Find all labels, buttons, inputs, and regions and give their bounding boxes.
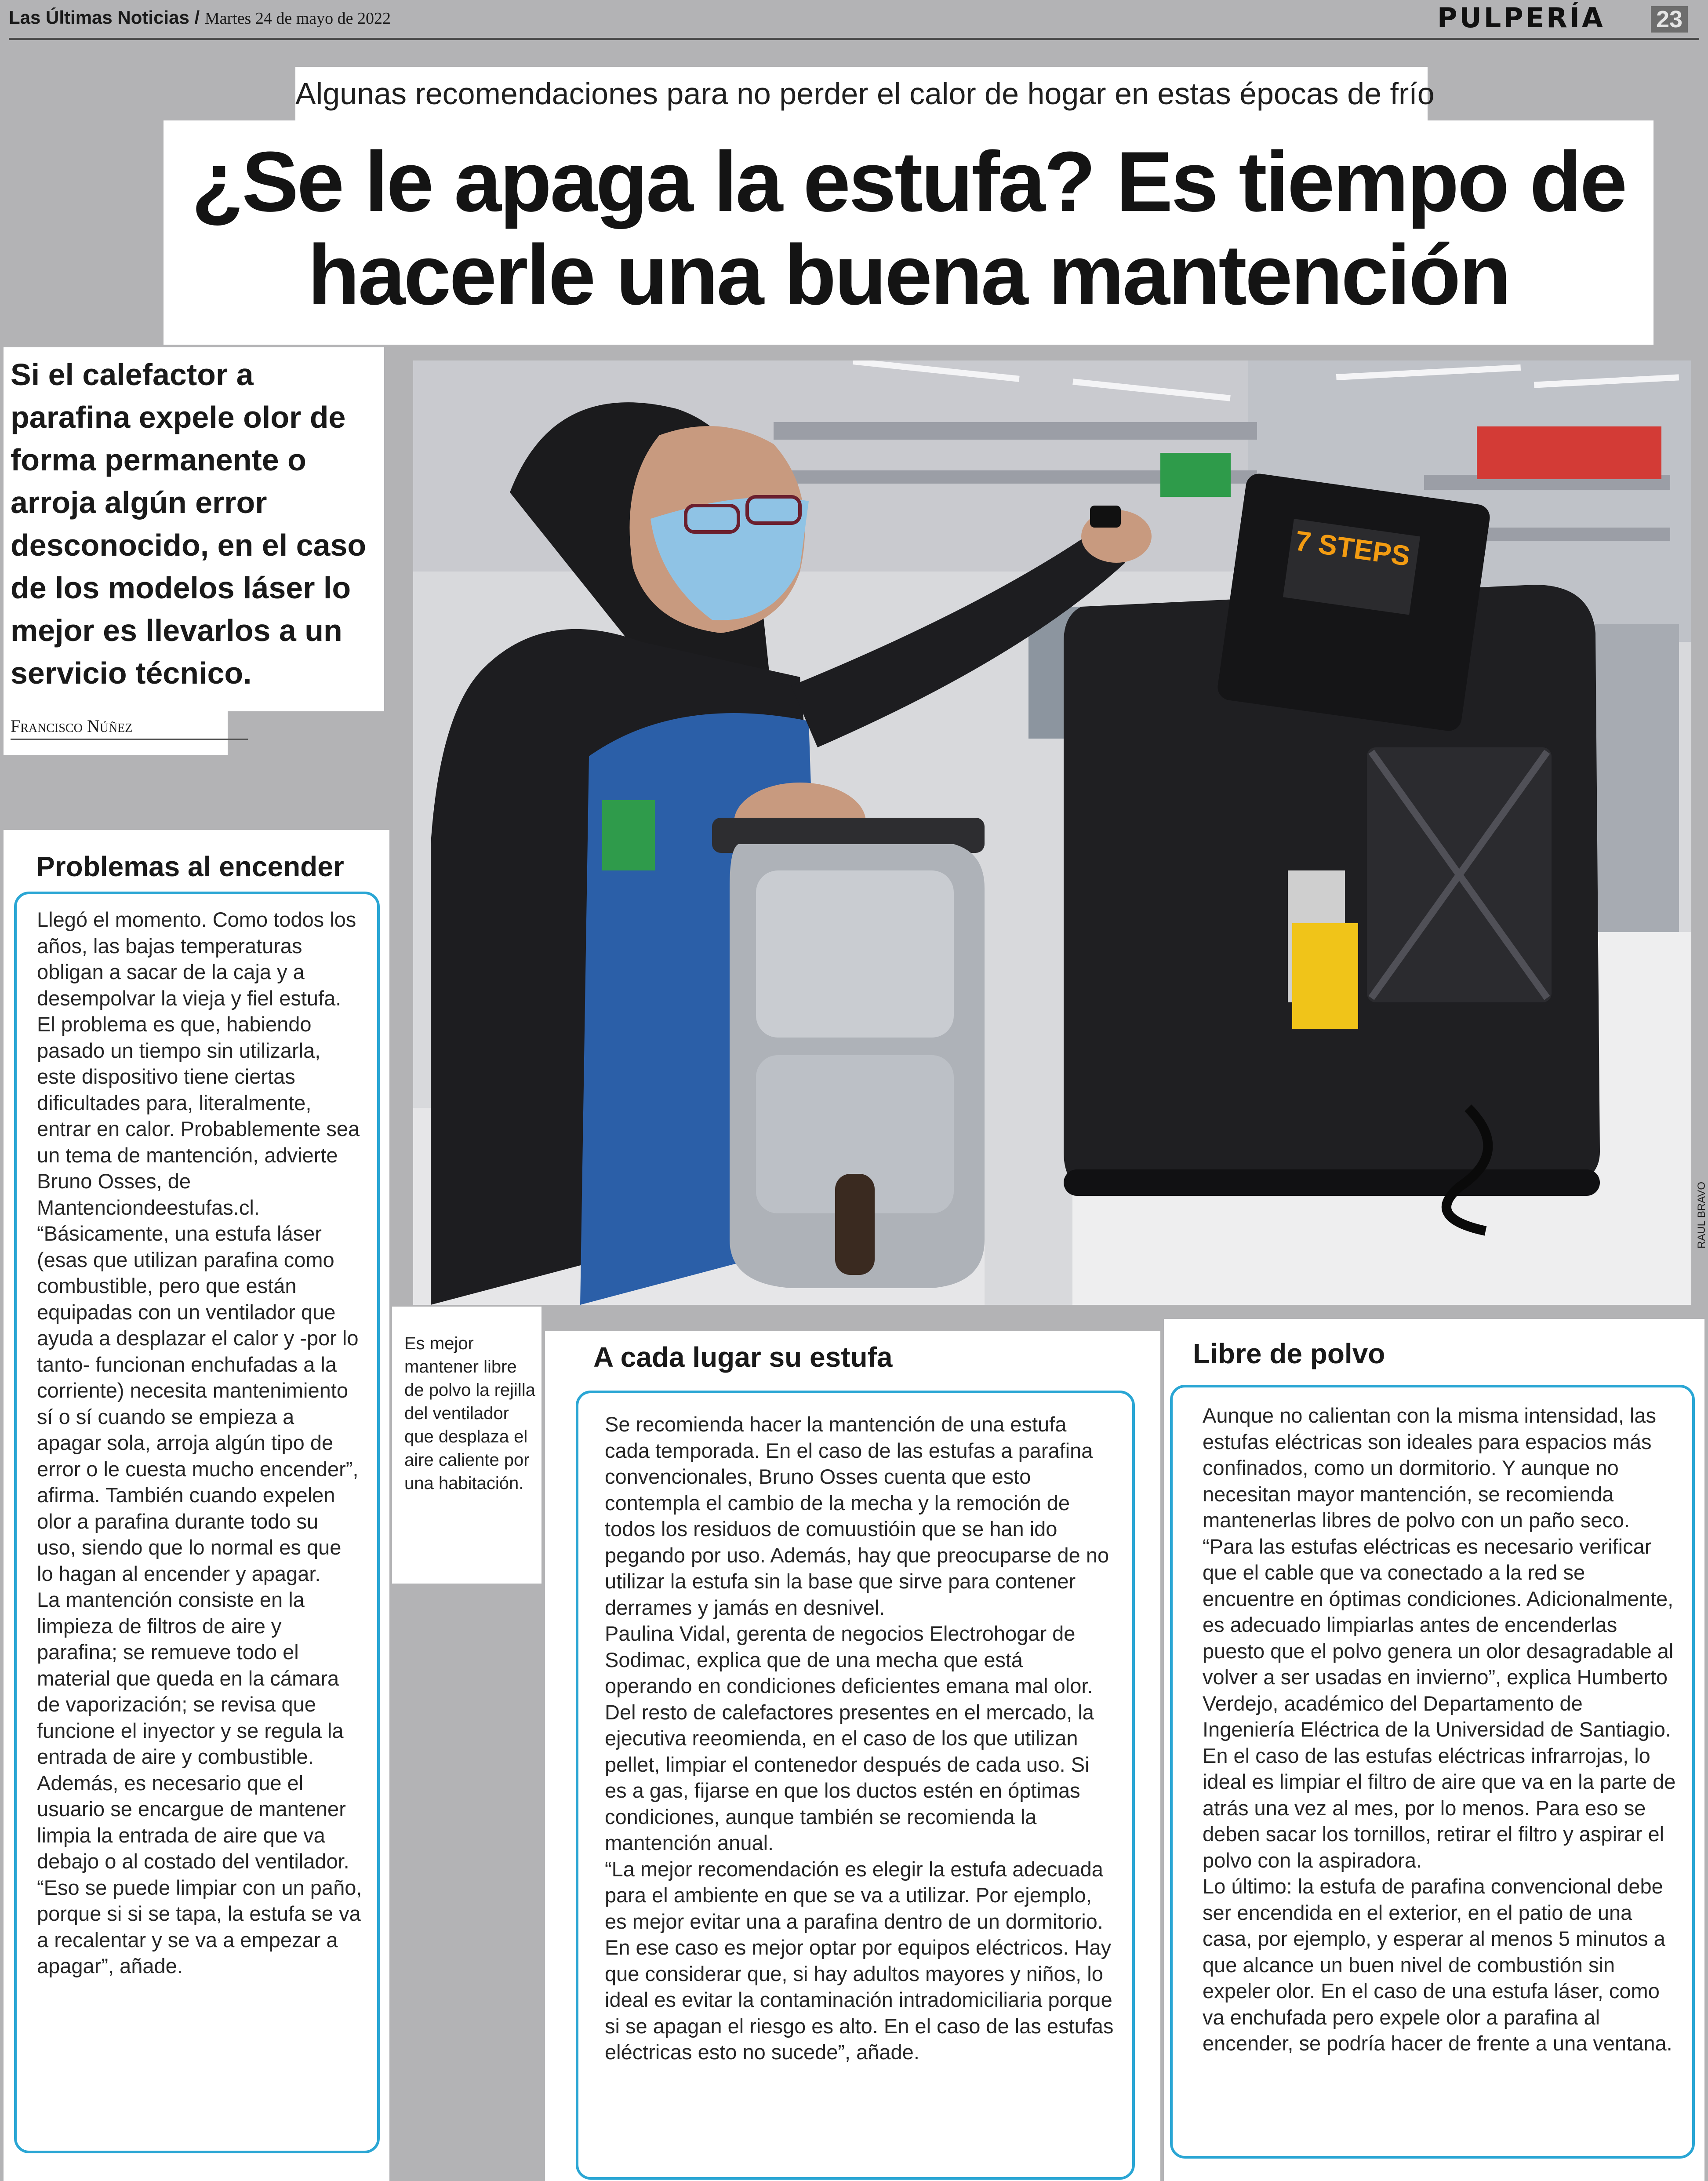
lead-paragraph: Si el calefactor a parafina expele olor de forma permanente o arroja algún error desconocido, en el caso de los modelos láser lo mejor es llevarlos a un servicio técnico.	[11, 357, 367, 690]
paragraph: “Para las estufas eléctricas es necesario verificar que el cable que va conectado a la red se encuentre en óptimas condiciones. Adicionalmente, es adecuado limpiarlas antes de encenderlas puesto que el polvo genera un olor desagradable al volver a ser usadas en invierno”, explica Humberto Verdejo, académico del Departamento de Ingeniería Eléctrica de la Universidad de Santiagio.	[1203, 1534, 1674, 1741]
paragraph: Lo último: la estufa de parafina convencional debe ser encendida en el exterior, en el patio de una casa, por ejemplo, y esperar al menos 5 minutos a que alcance un buen nivel de combustión sin expeler olor. En el caso de una estufa láser, como va enchufada pero expele olor a parafina al encender, se podría hacer de frente a una ventana.	[1203, 1875, 1672, 2055]
paper-name: Las Últimas Noticias /	[9, 7, 200, 28]
article-photo	[413, 360, 1691, 1305]
column-body	[1203, 1402, 1677, 2057]
headline: ¿Se le apaga la estufa? Es tiempo de hacerle una buena mantención	[191, 134, 1626, 323]
photo-credit: RAUL BRAVO	[1696, 1181, 1708, 1249]
column-body	[37, 907, 362, 1979]
byline: Francisco Núñez	[11, 716, 133, 736]
paragraph: Paulina Vidal, gerenta de negocios Electrohogar de Sodimac, explica que de una mecha que está operando en condiciones deficientes emana mal olor. Del resto de calefactores presentes en el mercado, la ejecutiva reeomienda, en el caso de los que utilizan pellet, limpiar el contenedor después de cada uso. Si es a gas, fijarse en que los ductos estén en óptimas condiciones, aunque también se recomienda la mantención anual.	[605, 1622, 1094, 1854]
column-a-cada-lugar	[545, 1331, 1160, 2181]
paragraph: Llegó el momento. Como todos los años, las bajas temperaturas obligan a sacar de la caja y a desempolvar la vieja y fiel estufa. El problema es que, habiendo pasado un tiempo sin utilizarla, este dispositivo tiene ciertas dificultades para, literalmente, entrar en calor. Probablemente sea un tema de mantención, advierte Bruno Osses, de Mantenciondeestufas.cl.	[37, 908, 360, 1219]
paragraph: “La mejor recomendación es elegir la estufa adecuada para el ambiente en que se va a utilizar. Por ejemplo, es mejor evitar una a parafina dentro de un dormitorio. En ese caso es mejor optar por equipos eléctricos. Hay que considerar que, si hay adultos mayores y niños, lo ideal es evitar la contaminación intradomiciliaria porque si se apagan el riesgo es alto. En el caso de las estufas eléctricas esto no sucede”, añade.	[605, 1857, 1114, 2064]
photo-caption-box	[392, 1307, 541, 1584]
issue-date: Martes 24 de mayo de 2022	[204, 9, 391, 28]
column-problemas	[4, 830, 389, 2181]
byline-box	[4, 703, 228, 755]
kicker: Algunas recomendaciones para no perder el calor de hogar en estas épocas de frío	[295, 67, 1428, 120]
photo-illustration	[413, 360, 1691, 1305]
column-title: A cada lugar su estufa	[593, 1341, 893, 1373]
byline-rule	[11, 739, 248, 740]
column-body	[605, 1411, 1115, 2065]
headline-box	[164, 120, 1653, 345]
paragraph: “Básicamente, una estufa láser (esas que utilizan parafina como combustible, pero que están equipadas con un ventilador que ayuda a desplazar el calor y -por lo tanto- funcionan enchufadas a la corriente) necesita mantenimiento sí o sí cuando se empieza a apagar sola, arroja algún tipo de error o le cuesta mucho encender”, afirma. También cuando expelen olor a parafina durante todo su uso, siendo que lo normal es que lo hagan al encender y apagar.	[37, 1222, 359, 1585]
page-number: 23	[1651, 6, 1688, 33]
section-name: PULPERÍA	[1437, 2, 1605, 34]
masthead-rule	[9, 38, 1699, 40]
paragraph: Se recomienda hacer la mantención de una estufa cada temporada. En el caso de las estufas a parafina convencionales, Bruno Osses cuenta que esto contempla el cambio de la mecha y la remoción de todos los residuos de comuustióin que se han ido pegando por uso. Además, hay que preocuparse de no utilizar la estufa sin la base que sirve para contener derrames y jamás en desnivel.	[605, 1413, 1109, 1619]
photo-caption: Es mejor mantener libre de polvo la rejilla del ventilador que desplaza el aire caliente por una habitación.	[404, 1334, 535, 1493]
masthead-paper-date	[9, 7, 391, 28]
column-title: Libre de polvo	[1193, 1338, 1385, 1369]
lead-box	[4, 347, 384, 711]
column-libre-de-polvo	[1164, 1319, 1704, 2181]
paragraph: Aunque no calientan con la misma intensidad, las estufas eléctricas son ideales para espacios más confinados, como un dormitorio. Y aunque no necesitan mayor mantención, se recomienda mantenerlas libres de polvo con un paño seco.	[1203, 1404, 1657, 1532]
paragraph: En el caso de las estufas eléctricas infrarrojas, lo ideal es limpiar el filtro de aire que va en la parte de atrás una vez al mes, por lo menos. Para eso se deben sacar los tornillos, retirar el filtro y aspirar el polvo con la aspiradora.	[1203, 1744, 1676, 1872]
column-title: Problemas al encender	[36, 851, 344, 882]
paragraph: La mantención consiste en la limpieza de filtros de aire y parafina; se remueve todo el material que queda en la cámara de vaporización; se revisa que funcione el inyector y se regula la entrada de aire y combustible. Además, es necesario que el usuario se encargue de mantener limpia la entrada de aire que va debajo o al costado del ventilador. “Eso se puede limpiar con un paño, porque si si se tapa, la estufa se va a recalentar y se va a empezar a apagar”, añade.	[37, 1588, 362, 1977]
heater-sticker: 7 STEPS	[1293, 524, 1412, 572]
